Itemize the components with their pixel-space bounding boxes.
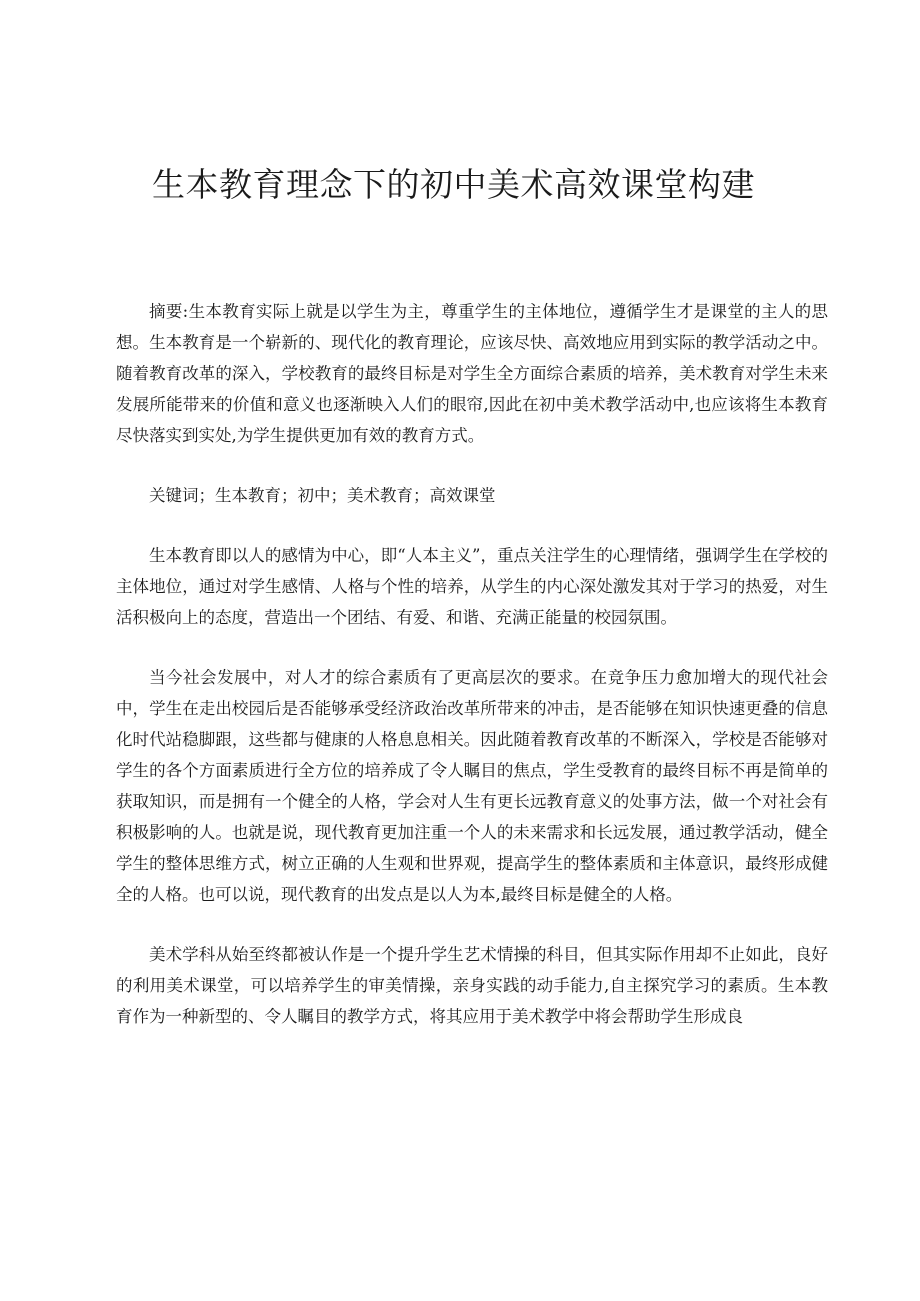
abstract-paragraph: 摘要:生本教育实际上就是以学生为主，尊重学生的主体地位，遵循学生才是课堂的主人的思想。生本教育是一个崭新的、现代化的教育理论，应该尽快、高效地应用到实际的教学活动之中。随着教育改革的深入，学校教育的最终目标是对学生全方面综合素质的培养，美术教育对学生未来发展所能带来的价值和意义也逐渐映入人们的眼帘,因此在初中美术教学活动中,也应该将生本教育尽快落实到实处,为学生提供更加有效的教育方式。 [116, 302, 828, 445]
document-body [116, 296, 828, 1061]
body-paragraph: 当今社会发展中，对人才的综合素质有了更高层次的要求。在竞争压力愈加增大的现代社会中，学生在走出校园后是否能够承受经济政治改革所带来的冲击，是否能够在知识快速更叠的信息化时代站稳脚跟，这些都与健康的人格息息相关。因此随着教育改革的不断深入，学校是否能够对学生的各个方面素质进行全方位的培养成了令人瞩目的焦点，学生受教育的最终目标不再是简单的获取知识，而是拥有一个健全的人格，学会对人生有更长远教育意义的处事方法，做一个对社会有积极影响的人。也就是说，现代教育更加注重一个人的未来需求和长远发展，通过教学活动，健全学生的整体思维方式，树立正确的人生观和世界观，提高学生的整体素质和主体意识，最终形成健全的人格。也可以说，现代教育的出发点是以人为本,最终目标是健全的人格。 [116, 668, 828, 904]
body-paragraph: 生本教育即以人的感情为中心，即“人本主义”，重点关注学生的心理情绪，强调学生在学校的主体地位，通过对学生感情、人格与个性的培养，从学生的内心深处激发其对于学习的热爱，对生活积极向上的态度，营造出一个团结、有爱、和谐、充满正能量的校园氛围。 [116, 546, 828, 627]
document-title: 生本教育理念下的初中美术高效课堂构建 [152, 165, 755, 204]
body-paragraph: 美术学科从始至终都被认作是一个提升学生艺术情操的科目，但其实际作用却不止如此，良好的利用美术课堂，可以培养学生的审美情操，亲身实践的动手能力,自主探究学习的素质。生本教育作为一种新型的、令人瞩目的教学方式，将其应用于美术教学中将会帮助学生形成良 [116, 945, 828, 1026]
keywords-line: 关键词；生本教育；初中；美术教育；高效课堂 [149, 486, 496, 505]
